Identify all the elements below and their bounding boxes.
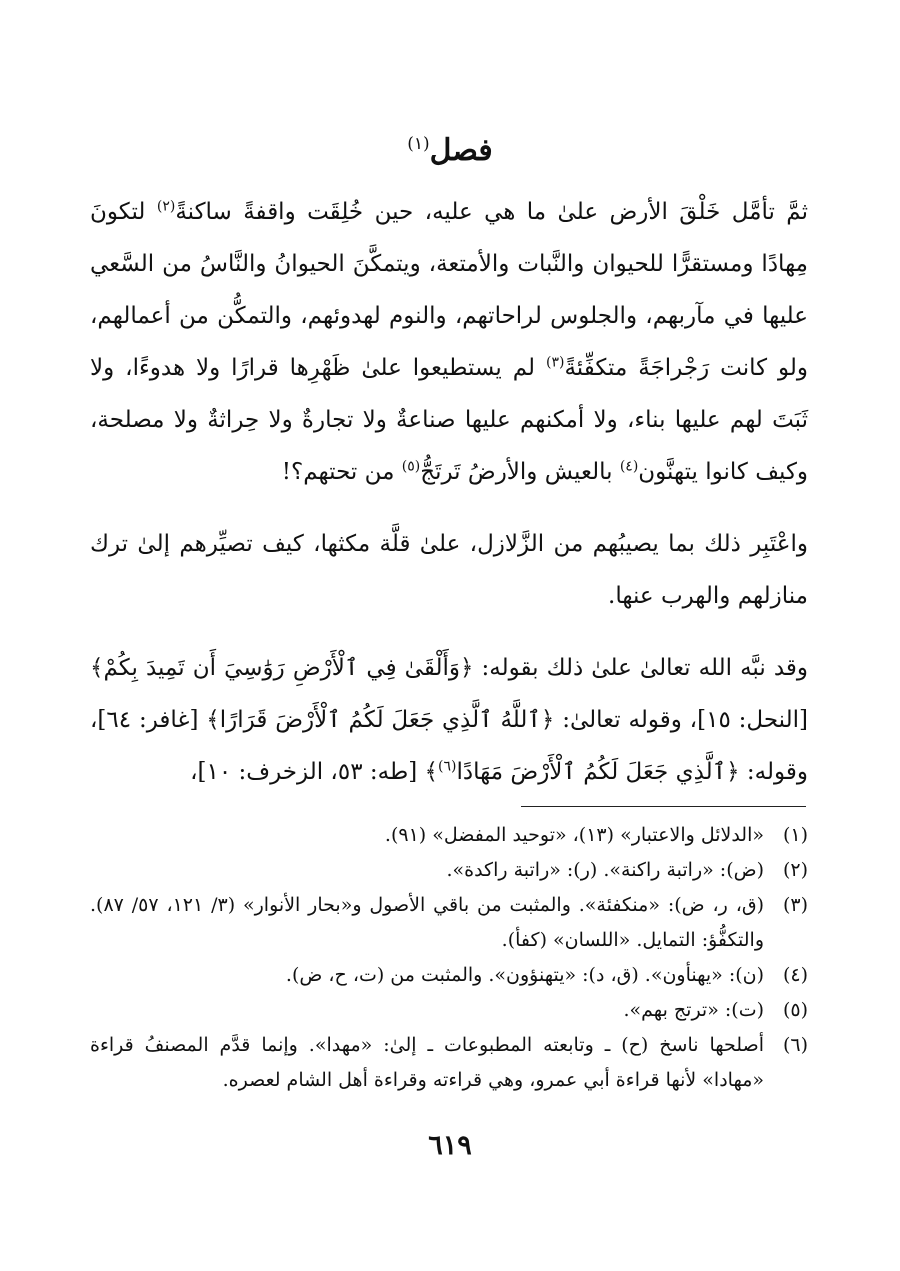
footnote-number: (٦): [782, 1034, 808, 1056]
footnote-number: (١): [782, 824, 808, 846]
footnote-item: [90, 818, 808, 853]
footnote-text: أصلحها ناسخ (ح) ـ وتابعته المطبوعات ـ إلىٰ: «مهدا». وإنما قدَّم المصنفُ قراءة «مهادا» لأنها قراءة أبي عمرو، وهي قراءته وقراءة أهل الشام لعصره.: [90, 1034, 764, 1091]
text-run: لم يستطيعوا علىٰ ظَهْرِها قرارًا ولا هدوءًا، ولا ثَبَتَ لهم عليها بناء، ولا أمكنهم عليها صناعةٌ ولا تجارةٌ ولا حِراثةٌ ولا مصلحة، وكيف كانوا يتهنَّون: [90, 355, 808, 485]
main-text: [90, 186, 808, 818]
text-run: وقد نبَّه الله تعالىٰ علىٰ ذلك بقوله: ﴿وَأَلْقَىٰ فِي ٱلْأَرْضِ رَوَٰسِيَ أَن تَمِيدَ بِكُمْ﴾ [النحل: ١٥]، وقوله تعالىٰ: ﴿ٱللَّهُ ٱلَّذِي جَعَلَ لَكُمُ ٱلْأَرْضَ قَرَارًا﴾ [غافر: ٦٤]، وقوله: ﴿ٱلَّذِي جَعَلَ لَكُمُ ٱلْأَرْضَ مَهَادًا: [90, 655, 808, 785]
footnote-text: (ض): «راتبة راكنة». (ر): «راتبة راكدة».: [446, 859, 764, 881]
footnote-number: (٢): [782, 859, 808, 881]
footnote-item: [90, 958, 808, 993]
paragraph-earth-stillness: [90, 186, 808, 498]
footnotes-list: [90, 818, 808, 1098]
footnote-item: [90, 888, 808, 958]
footnote-number: (٣): [782, 894, 808, 916]
text-run: ﴾ [طه: ٥٣، الزخرف: ١٠]،: [190, 759, 439, 785]
text-run: واعْتَبِر ذلك بما يصيبُهم من الزَّلازل، علىٰ قلَّة مكثها، كيف تصيِّرهم إلىٰ ترك منازلهم والهرب عنها.: [90, 531, 808, 609]
section-title-footnote-ref: (١): [407, 134, 430, 154]
footnote-ref: (٣): [545, 354, 565, 371]
footnote-text: (ق، ر، ض): «منكفئة». والمثبت من باقي الأصول و«بحار الأنوار» (٣/ ١٢١، ٥٧/ ٨٧). والتكفُّؤ: التمايل. «اللسان» (كفأ).: [90, 894, 764, 951]
text-run: لتكونَ مِهادًا ومستقرًّا للحيوان والنَّبات والأمتعة، ويتمكَّنَ الحيوانُ والنَّاسُ من السَّعي عليها في مآربهم، والجلوس لراحاتهم، والنوم لهدوئهم، والتمكُّن من أعمالهم، ولو كانت رَجْراجَةً متكفِّئةً: [90, 199, 808, 381]
paragraph-quran-verses: [90, 642, 808, 798]
footnote-ref: (٢): [156, 198, 176, 215]
footnote-ref: (٥): [401, 458, 421, 475]
page-number: ٦١٩: [428, 1130, 472, 1161]
footnote-separator: [521, 806, 806, 807]
footnote-item: [90, 1028, 808, 1098]
footnote-ref: (٤): [619, 458, 639, 475]
footnote-item: [90, 993, 808, 1028]
text-run: بالعيش والأرضُ تَرتَجُّ: [420, 459, 620, 485]
footnote-number: (٤): [782, 964, 808, 986]
paragraph-earthquakes: [90, 518, 808, 622]
footnote-item: [90, 853, 808, 888]
footnote-text: «الدلائل والاعتبار» (١٣)، «توحيد المفضل» (٩١).: [384, 824, 764, 846]
section-title: [0, 124, 900, 171]
footnote-text: (ت): «ترتج بهم».: [623, 999, 764, 1021]
section-title-text: فصل: [429, 133, 493, 168]
text-run: من تحتهم؟!: [281, 459, 402, 485]
footnote-number: (٥): [782, 999, 808, 1021]
text-run: ثمَّ تأمَّل خَلْقَ الأرض علىٰ ما هي عليه، حين خُلِقَت واقفةً ساكنةً: [175, 199, 808, 225]
footnote-ref: (٦): [438, 758, 457, 775]
footnote-text: (ن): «يهنأون». (ق، د): «يتهنؤون». والمثبت من (ت، ح، ض).: [285, 964, 764, 986]
